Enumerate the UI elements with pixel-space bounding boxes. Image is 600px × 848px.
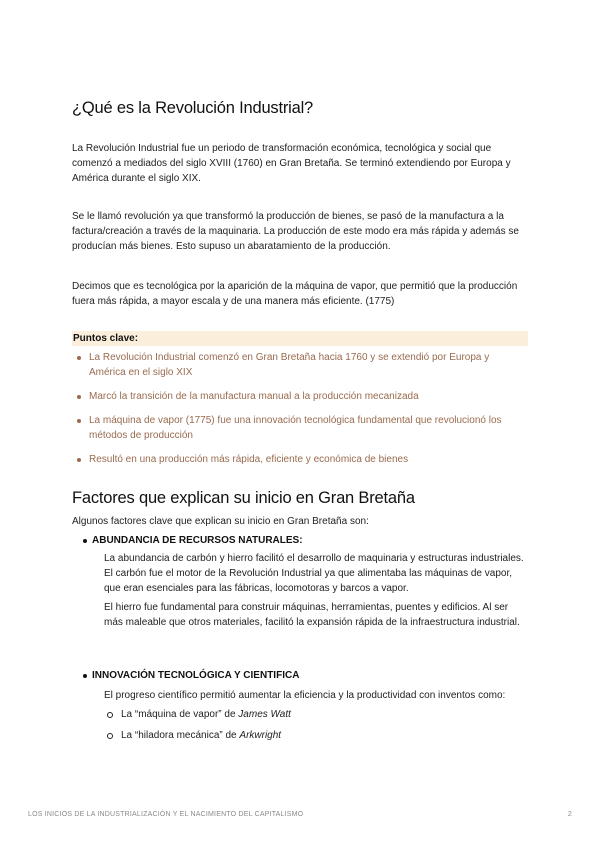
bullet-icon [83,539,87,543]
bullet-icon [77,395,81,399]
bullet-icon [77,458,81,462]
inventions-list [104,707,291,749]
list-item [104,728,291,743]
circle-bullet-icon [107,712,113,718]
list-item-text: Resultó en una producción más rápida, eficiente y económica de bienes [89,454,409,465]
circle-bullet-icon [107,733,113,739]
factor-heading-text: INNOVACIÓN TECNOLÓGICA Y CIENTIFICA [92,670,300,681]
bullet-icon [77,356,81,360]
bullet-icon [77,419,81,423]
page-footer [28,811,572,818]
paragraph: El hierro fue fundamental para construir máquinas, herramientas, puentes y edificios. Al ser más maleable que otros materiales, facilitó la expansión rápida de la infraestructura industrial. [104,602,520,628]
section-title: ¿Qué es la Revolución Industrial? [72,99,314,117]
list-item-text: La “máquina de vapor” de [121,709,239,720]
paragraph: Algunos factores clave que explican su inicio en Gran Bretaña son: [72,516,369,527]
paragraph: Se le llamó revolución ya que transformó la producción de bienes, se pasó de la manufactura a la factura/creación a través de la maquinaria. La producción de este modo era más rápida y además se producían más bienes. Esto supuso un abaratamiento de la producción. [72,211,519,252]
bullet-icon [83,674,87,678]
paragraph: La abundancia de carbón y hierro facilitó el desarrollo de maquinaria y estructuras industriales. El carbón fue el motor de la Revolución Industrial ya que alimentaba las máquinas de vapor, que eran esenciales para las fábricas, locomotoras y barcos a vapor. [104,553,524,594]
list-item [72,452,528,467]
list-item-text: La máquina de vapor (1775) fue una innovación tecnológica fundamental que revolucionó los métodos de producción [89,415,502,441]
page-number: 2 [567,811,572,818]
list-item [72,413,528,443]
key-points-title: Puntos clave: [73,333,139,344]
paragraph: Decimos que es tecnológica por la aparición de la máquina de vapor, que permitió que la producción fuera más rápida, a mayor escala y de una manera más eficiente. (1775) [72,281,518,307]
list-item-text: La “hiladora mecánica” de [121,730,240,741]
factor-heading [80,668,299,683]
key-points-header-bar [72,331,528,346]
factor-heading [80,533,303,548]
list-item [104,707,291,722]
list-item-text: La Revolución Industrial comenzó en Gran Bretaña hacia 1760 y se extendió por Europa y América en el siglo XIX [89,352,490,378]
list-item [72,350,528,380]
factor-heading-text: ABUNDANCIA DE RECURSOS NATURALES: [92,535,303,546]
paragraph: El progreso científico permitió aumentar la eficiencia y la productividad con inventos como: [104,690,506,701]
paragraph: La Revolución Industrial fue un periodo de transformación económica, tecnológica y social que comenzó a mediados del siglo XVIII (1760) en Gran Bretaña. Se terminó extendiendo por Europa y América durante el siglo XIX. [72,143,511,184]
key-points-list [72,350,528,476]
list-item [72,389,528,404]
inventor-name: James Watt [238,709,291,720]
list-item-text: Marcó la transición de la manufactura manual a la producción mecanizada [89,391,419,402]
inventor-name: Arkwright [239,730,282,741]
section-title: Factores que explican su inicio en Gran Bretaña [72,489,415,507]
footer-title: LOS INICIOS DE LA INDUSTRIALIZACIÓN Y EL NACIMIENTO DEL CAPITALISMO [28,811,304,818]
